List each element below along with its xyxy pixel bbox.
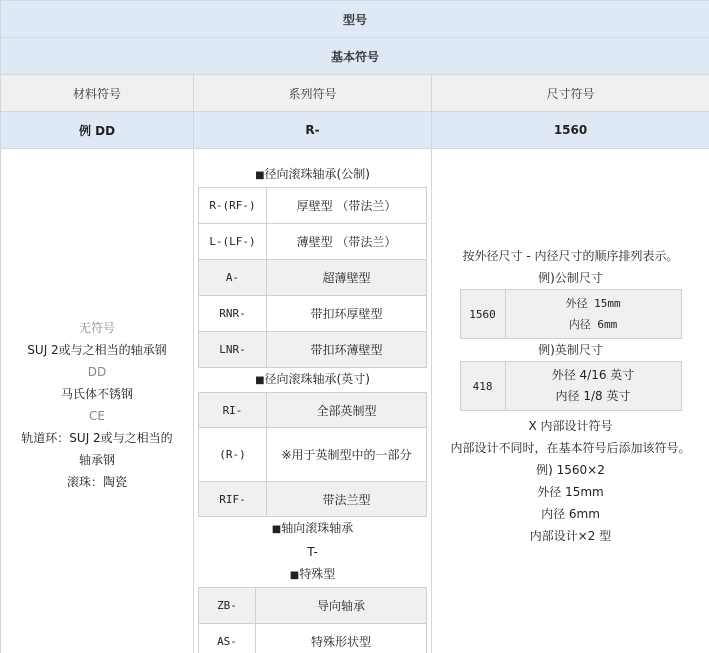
material-line-ring: 轨道环：SUJ 2或与之相当的 bbox=[21, 430, 173, 445]
example-size: 1560 bbox=[432, 112, 709, 149]
bullet-icon: ■ bbox=[289, 570, 300, 581]
design-symbol-desc: 内部设计不同时，在基本符号后添加该符号。 bbox=[450, 441, 691, 455]
example-series: R- bbox=[194, 112, 432, 149]
radial-metric-title: 径向滚珠轴承(公制) bbox=[264, 167, 370, 181]
size-inner: 内径 6mm bbox=[568, 318, 618, 331]
size-inch-label: 例)英制尺寸 bbox=[538, 343, 603, 357]
special-title: 特殊型 bbox=[299, 567, 336, 581]
series-code: LNR- bbox=[199, 332, 267, 368]
series-desc: 带扣环薄壁型 bbox=[267, 332, 427, 368]
axial-title: 轴向滚珠轴承 bbox=[281, 521, 354, 535]
series-desc: 薄壁型 （带法兰） bbox=[267, 224, 427, 260]
size-intro: 按外径尺寸 - 内径尺寸的顺序排列表示。 bbox=[462, 249, 679, 263]
series-code: L-(LF-) bbox=[199, 224, 267, 260]
table-row bbox=[460, 362, 681, 411]
series-code: RIF- bbox=[199, 482, 267, 517]
series-desc: 带法兰型 bbox=[267, 482, 427, 517]
series-code: (R-) bbox=[199, 428, 267, 482]
material-line-no-symbol: 无符号 bbox=[78, 320, 115, 335]
radial-inch-title: 径向滚珠轴承(英寸) bbox=[264, 372, 370, 386]
radial-inch-table bbox=[198, 392, 427, 517]
table-row bbox=[199, 296, 427, 332]
table-row bbox=[199, 260, 427, 296]
size-outer: 外径 15mm bbox=[565, 297, 621, 310]
design-example-design: 内部设计×2 型 bbox=[529, 529, 612, 543]
table-subtitle: 基本符号 bbox=[1, 38, 709, 75]
series-code: RNR- bbox=[199, 296, 267, 332]
series-desc: 全部英制型 bbox=[267, 393, 427, 428]
material-line-ceramic-balls: 滚珠：陶瓷 bbox=[66, 474, 127, 489]
table-row bbox=[199, 588, 427, 624]
table-title: 型号 bbox=[1, 1, 709, 38]
material-cell bbox=[1, 149, 194, 653]
size-code: 418 bbox=[460, 362, 505, 411]
table-row bbox=[199, 393, 427, 428]
axial-code: T- bbox=[307, 545, 318, 559]
material-line-suj2: SUJ 2或与之相当的轴承钢 bbox=[27, 342, 167, 357]
radial-metric-heading bbox=[194, 163, 431, 187]
series-desc: 厚壁型 （带法兰） bbox=[267, 188, 427, 224]
bullet-icon: ■ bbox=[271, 524, 282, 535]
series-code: R-(RF-) bbox=[199, 188, 267, 224]
series-code: RI- bbox=[199, 393, 267, 428]
series-desc: ※用于英制型中的一部分 bbox=[267, 428, 427, 482]
series-desc: 带扣环厚壁型 bbox=[267, 296, 427, 332]
size-inch-table bbox=[460, 361, 682, 411]
column-header-size: 尺寸符号 bbox=[432, 75, 709, 112]
table-row bbox=[199, 428, 427, 482]
material-line-ce: CE bbox=[89, 408, 105, 423]
material-line-martensitic: 马氏体不锈钢 bbox=[60, 386, 133, 401]
size-code: 1560 bbox=[460, 290, 505, 339]
design-example-outer: 外径 15mm bbox=[537, 485, 604, 499]
size-metric-table bbox=[460, 289, 682, 339]
column-header-series: 系列符号 bbox=[194, 75, 432, 112]
size-outer: 外径 4/16 英寸 bbox=[551, 368, 635, 382]
material-line-bearing-steel: 轴承钢 bbox=[78, 452, 115, 467]
radial-metric-table bbox=[198, 187, 427, 368]
design-example-inner: 内径 6mm bbox=[541, 507, 600, 521]
column-header-material: 材料符号 bbox=[1, 75, 194, 112]
table-row bbox=[199, 624, 427, 653]
example-material: 例 DD bbox=[1, 112, 194, 149]
bullet-icon: ■ bbox=[255, 375, 265, 386]
special-table bbox=[198, 587, 427, 653]
size-cell bbox=[432, 149, 709, 653]
table-row bbox=[199, 482, 427, 517]
design-example-title: 例) 1560×2 bbox=[536, 463, 605, 477]
series-code: ZB- bbox=[199, 588, 256, 624]
special-heading bbox=[194, 563, 431, 587]
axial-heading bbox=[194, 517, 431, 541]
table-row bbox=[199, 332, 427, 368]
table-row bbox=[460, 290, 681, 339]
series-code: A- bbox=[199, 260, 267, 296]
series-cell bbox=[194, 149, 432, 653]
series-desc: 导向轴承 bbox=[256, 588, 427, 624]
series-code: AS- bbox=[199, 624, 256, 653]
size-inner: 内径 1/8 英寸 bbox=[555, 389, 631, 403]
bullet-icon: ■ bbox=[255, 170, 265, 181]
radial-inch-heading bbox=[194, 368, 431, 392]
table-row bbox=[199, 188, 427, 224]
material-line-dd: DD bbox=[87, 364, 107, 379]
size-metric-label: 例)公制尺寸 bbox=[538, 271, 603, 285]
design-symbol-title: X 内部设计符号 bbox=[528, 419, 613, 433]
series-desc: 特殊形状型 bbox=[256, 624, 427, 653]
table-row bbox=[199, 224, 427, 260]
series-desc: 超薄壁型 bbox=[267, 260, 427, 296]
